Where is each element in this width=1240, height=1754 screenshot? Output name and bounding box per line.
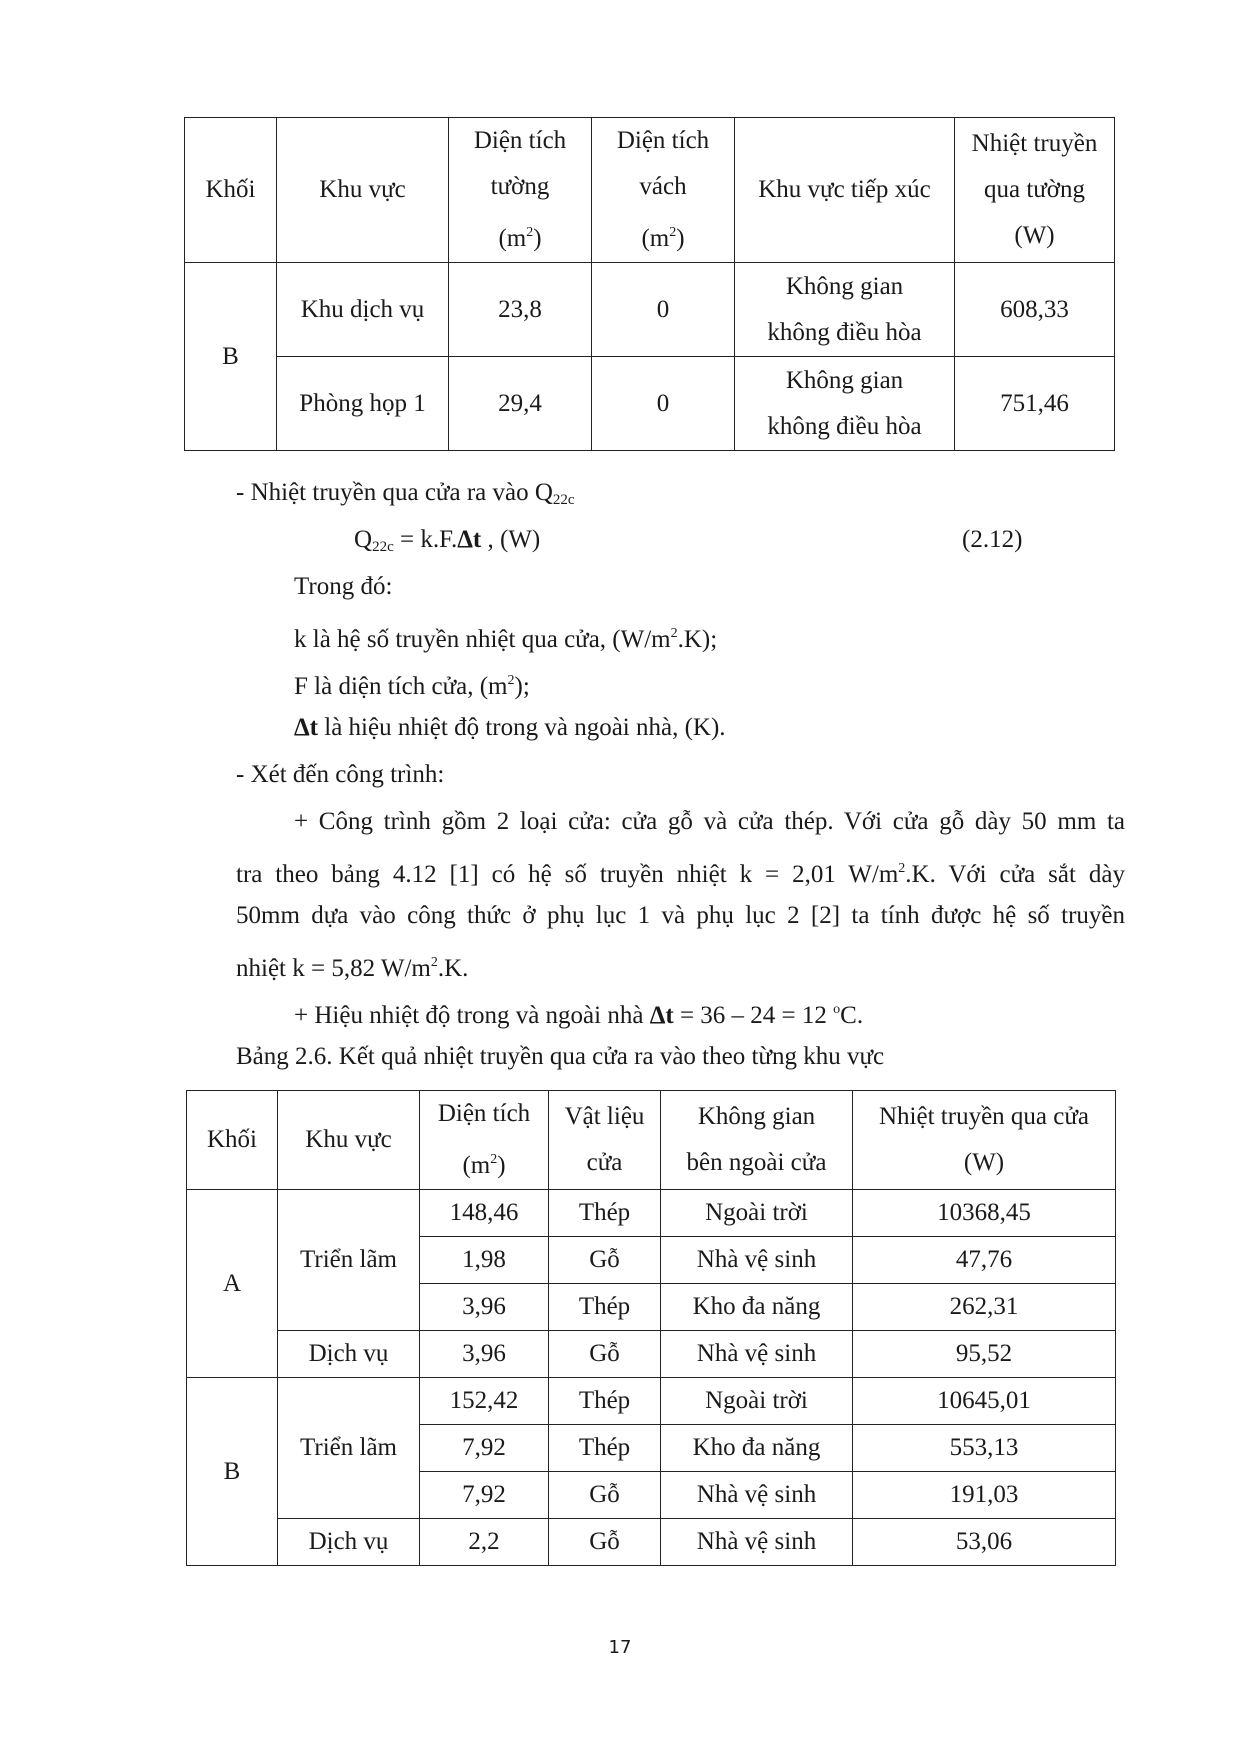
header-dien-tich-tuong: Diện tích tường $(m^2)$ [449,118,592,263]
cell-khong-gian: Ngoài trời [661,1378,853,1425]
cell-nhiet: 262,31 [853,1284,1116,1331]
table-caption: Bảng 2.6. Kết quả nhiệt truyền qua cửa ra vào theo từng khu vực [236,1043,885,1070]
header-khong-gian: Không gian bên ngoài cửa [661,1091,853,1190]
cell-vat-lieu: Gỗ [549,1331,661,1378]
cell-tuong: 23,8 [449,263,592,357]
header-dien-tich: Diện tích $(m^2)$ [420,1091,549,1190]
cell-nhiet: 553,13 [853,1425,1116,1472]
cell-khong-gian: Nhà vệ sinh [661,1472,853,1519]
cell-vach: 0 [592,357,735,451]
definition-k: k là hệ số truyền nhiệt qua cửa, $(W/m^2.K)$; [294,626,718,653]
temperature-difference: + Hiệu nhiệt độ trong và ngoài nhà Δt = 36 – 24 = 12 $^o$C. [294,1002,864,1029]
area-cell: Dịch vụ [278,1519,420,1566]
cell-nhiet: 53,06 [853,1519,1116,1566]
cell-khong-gian: Nhà vệ sinh [661,1331,853,1378]
cell-vat-lieu: Gỗ [549,1237,661,1284]
cell-khong-gian: Kho đa năng [661,1425,853,1472]
cell-nhiet: 191,03 [853,1472,1116,1519]
cell-vat-lieu: Thép [549,1425,661,1472]
cell-dien-tich: 152,42 [420,1378,549,1425]
cell-vat-lieu: Gỗ [549,1519,661,1566]
paragraph-line: tra theo bảng 4.12 [1] có hệ số truyền nhiệt k = 2,01 $W/m^2.K$. Với cửa sắt dày [236,861,1125,888]
cell-dien-tich: 3,96 [420,1331,549,1378]
cell-vat-lieu: Gỗ [549,1472,661,1519]
cell-khong-gian: Nhà vệ sinh [661,1237,853,1284]
table-row [187,1190,1116,1237]
table-header-row [185,118,1115,263]
cell-vat-lieu: Thép [549,1378,661,1425]
formula: $Q_{22c} = k.F.\Delta t$ , (W) [354,526,541,555]
area-cell: Dịch vụ [278,1331,420,1378]
area-cell: Triển lãm [278,1378,420,1519]
cell-vach: 0 [592,263,735,357]
table-row [187,1519,1116,1566]
area-cell: Triển lãm [278,1190,420,1331]
cell-nhiet: 751,46 [955,357,1115,451]
cell-khu-vuc: Phòng họp 1 [277,357,449,451]
header-khu-vuc-tiep-xuc: Khu vực tiếp xúc [735,118,955,263]
paragraph-line: 50mm dựa vào công thức ở phụ lục 1 và phụ lục 2 [2] ta tính được hệ số truyền [236,902,1125,929]
cell-vat-lieu: Thép [549,1284,661,1331]
group-cell: B [187,1378,278,1566]
project-heading: - Xét đến công trình: [236,761,445,788]
cell-dien-tich: 7,92 [420,1425,549,1472]
cell-dien-tich: 148,46 [420,1190,549,1237]
cell-dien-tich: 3,96 [420,1284,549,1331]
cell-dien-tich: 1,98 [420,1237,549,1284]
header-khoi: Khối [185,118,277,263]
header-khoi: Khối [187,1091,278,1190]
header-dien-tich-vach: Diện tích vách $(m^2)$ [592,118,735,263]
formula-number: (2.12) [962,526,1023,553]
header-khu-vuc: Khu vực [278,1091,420,1190]
header-khu-vuc: Khu vực [277,118,449,263]
cell-nhiet: 95,52 [853,1331,1116,1378]
table-row [185,357,1115,451]
paragraph-line: + Công trình gồm 2 loại cửa: cửa gỗ và cửa thép. Với cửa gỗ dày 50 mm ta [294,808,1125,835]
cell-nhiet: 10645,01 [853,1378,1116,1425]
cell-khong-gian: Nhà vệ sinh [661,1519,853,1566]
header-nhiet-truyen-qua-cua: Nhiệt truyền qua cửa (W) [853,1091,1116,1190]
definition-f: F là diện tích cửa, $(m^2)$; [294,673,530,700]
header-nhiet-truyen-qua-tuong: Nhiệt truyền qua tường (W) [955,118,1115,263]
cell-dien-tich: 2,2 [420,1519,549,1566]
wall-heat-table [184,117,1115,451]
cell-nhiet: 608,33 [955,263,1115,357]
table-row [187,1331,1116,1378]
cell-tiep-xuc: Không gian không điều hòa [735,263,955,357]
cell-vat-lieu: Thép [549,1190,661,1237]
paragraph-line: nhiệt k = 5,82 $W/m^2.K$. [236,955,469,982]
group-cell: A [187,1190,278,1378]
cell-dien-tich: 7,92 [420,1472,549,1519]
table-row [187,1378,1116,1425]
header-vat-lieu: Vật liệu cửa [549,1091,661,1190]
cell-khong-gian: Kho đa năng [661,1284,853,1331]
group-cell: B [185,263,277,451]
cell-khu-vuc: Khu dịch vụ [277,263,449,357]
table-header-row [187,1091,1116,1190]
page-number: 17 [608,1637,632,1658]
table-row [185,263,1115,357]
definition-dt: Δt là hiệu nhiệt độ trong và ngoài nhà, (K). [294,714,726,741]
where-label: Trong đó: [294,573,393,600]
cell-khong-gian: Ngoài trời [661,1190,853,1237]
cell-tiep-xuc: Không gian không điều hòa [735,357,955,451]
section-heading: - Nhiệt truyền qua cửa ra vào $Q_{22c}$ [236,479,575,508]
cell-nhiet: 10368,45 [853,1190,1116,1237]
door-heat-table [186,1090,1116,1566]
cell-nhiet: 47,76 [853,1237,1116,1284]
cell-tuong: 29,4 [449,357,592,451]
